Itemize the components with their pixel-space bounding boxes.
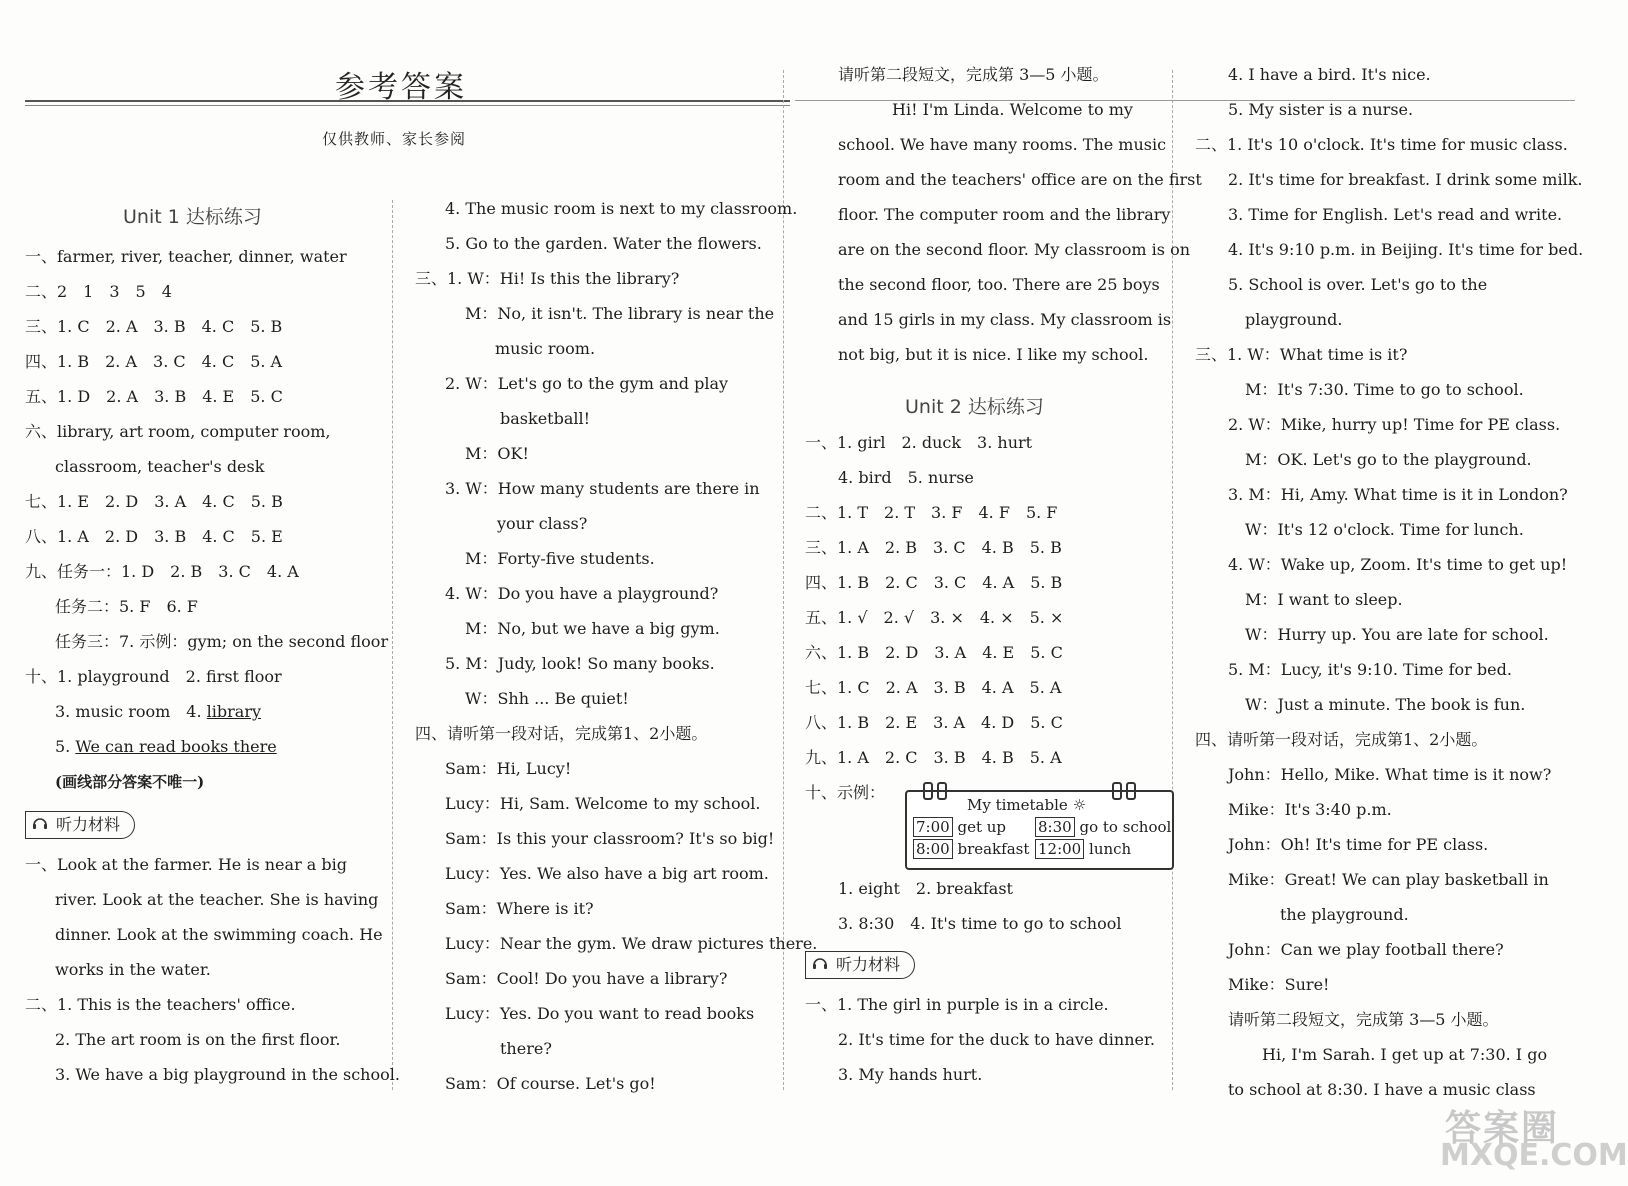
text-line: your class? (497, 514, 588, 533)
text-line: and 15 girls in my class. My classroom is (838, 310, 1172, 329)
page-subtitle: 仅供教师、家长参阅 (322, 130, 467, 148)
text-line: Sam：Of course. Let's go! (445, 1074, 656, 1093)
answer-line: 三、1. A 2. B 3. C 4. B 5. B (805, 538, 1062, 557)
binder-ring (923, 782, 933, 800)
text-line: W：Hurry up. You are late for school. (1245, 625, 1549, 644)
timetable-row (913, 840, 1029, 858)
answer-line: 二、2 1 3 5 4 (25, 282, 172, 301)
timetable-title (967, 796, 1086, 814)
timetable-time: 12:00 (1035, 839, 1084, 859)
text-line: Sam：Where is it? (445, 899, 594, 918)
text-line: M：OK! (465, 444, 529, 463)
binder-ring (937, 782, 947, 800)
text-line: John：Can we play football there? (1228, 940, 1504, 959)
text-line: 请听第二段短文，完成第 3—5 小题。 (1228, 1010, 1499, 1029)
timetable-activity: breakfast (957, 840, 1030, 858)
timetable-time: 8:00 (913, 839, 953, 859)
text-line: 3. W：How many students are there in (445, 479, 760, 498)
answer-line: 三、1. C 2. A 3. B 4. C 5. B (25, 317, 283, 336)
listening-line: dinner. Look at the swimming coach. He (55, 925, 383, 944)
underlined-answer: We can read books there (75, 737, 277, 756)
text-line: playground. (1245, 310, 1343, 329)
text-line: 4. The music room is next to my classroom. (445, 199, 798, 218)
answer-line (55, 701, 261, 723)
text-line: Lucy：Near the gym. We draw pictures there. (445, 934, 818, 953)
answer-line: 1. eight 2. breakfast (838, 879, 1013, 898)
listening-line: 一、1. The girl in purple is in a circle. (805, 995, 1109, 1014)
text-line: W：It's 12 o'clock. Time for lunch. (1245, 520, 1524, 539)
text-line: M：Forty-five students. (465, 549, 655, 568)
answer-line: 二、1. T 2. T 3. F 4. F 5. F (805, 503, 1058, 522)
text-line: M：OK. Let's go to the playground. (1245, 450, 1532, 469)
answer-line: 四、1. B 2. C 3. C 4. A 5. B (805, 573, 1063, 592)
answer-line (55, 736, 277, 758)
text-line: basketball! (500, 409, 591, 428)
timetable-time: 7:00 (913, 817, 953, 837)
text-line: music room. (495, 339, 596, 358)
text-line: 5. My sister is a nurse. (1228, 100, 1414, 119)
listening-line: 2. The art room is on the first floor. (55, 1030, 341, 1049)
timetable-row (1035, 818, 1171, 836)
answer-line: 八、1. B 2. E 3. A 4. D 5. C (805, 713, 1063, 732)
text-line: M：No, but we have a big gym. (465, 619, 720, 638)
listening-line: 3. My hands hurt. (838, 1065, 983, 1084)
text-line: M：No, it isn't. The library is near the (465, 304, 775, 323)
unit2-title: Unit 2 达标练习 (905, 396, 1044, 418)
answer-line: 九、1. A 2. C 3. B 4. B 5. A (805, 748, 1062, 767)
answer-line: 九、任务一：1. D 2. B 3. C 4. A (25, 562, 299, 581)
answer-line: classroom, teacher's desk (55, 457, 265, 476)
text-line: John：Oh! It's time for PE class. (1228, 835, 1489, 854)
listening-line: 3. We have a big playground in the school. (55, 1065, 400, 1084)
text-line: W：Shh ... Be quiet! (465, 689, 629, 708)
answer-line: 任务二：5. F 6. F (55, 597, 198, 616)
text-line: W：Just a minute. The book is fun. (1245, 695, 1526, 714)
timetable-title-text: My timetable (967, 796, 1068, 814)
title-rule-thin (25, 105, 790, 106)
text-line: 请听第二段短文，完成第 3—5 小题。 (838, 65, 1109, 84)
answer-line: 八、1. A 2. D 3. B 4. C 5. E (25, 527, 283, 546)
answer-line: 五、1. √ 2. √ 3. × 4. × 5. × (805, 608, 1064, 627)
text-line: M：It's 7:30. Time to go to school. (1245, 380, 1524, 399)
binder-ring (1126, 782, 1136, 800)
listening-line: 二、1. This is the teachers' office. (25, 995, 296, 1014)
text-line: Mike：Great! We can play basketball in (1228, 870, 1549, 889)
listening-label-text: 听力材料 (836, 955, 901, 974)
answer-line: 一、1. girl 2. duck 3. hurt (805, 433, 1033, 452)
text-line: 2. W：Mike, hurry up! Time for PE class. (1228, 415, 1561, 434)
column-divider (1172, 70, 1173, 1090)
listening-label-text: 听力材料 (56, 815, 121, 834)
text-line: 4. It's 9:10 p.m. in Beijing. It's time for bed. (1228, 240, 1584, 259)
timetable-activity: lunch (1089, 840, 1132, 858)
timetable-row (1035, 840, 1131, 858)
answer-text: 3. music room 4. (55, 702, 202, 721)
text-line: Lucy：Yes. Do you want to read books (445, 1004, 755, 1023)
text-line: 2. It's time for breakfast. I drink some milk. (1228, 170, 1583, 189)
underlined-answer: library (206, 702, 262, 721)
clock-icon: ☼ (1072, 796, 1087, 814)
text-line: school. We have many rooms. The music (838, 135, 1167, 154)
answer-line: 十、1. playground 2. first floor (25, 667, 282, 686)
headphones-icon (32, 815, 48, 831)
answer-line: 十、示例： (805, 783, 886, 802)
text-line: 2. W：Let's go to the gym and play (445, 374, 729, 393)
text-line: there? (500, 1039, 552, 1058)
answer-line: 六、1. B 2. D 3. A 4. E 5. C (805, 643, 1063, 662)
timetable-card (905, 790, 1174, 870)
text-line: 3. Time for English. Let's read and write. (1228, 205, 1563, 224)
text-line: Mike：Sure! (1228, 975, 1330, 994)
page-title: 参考答案 (335, 70, 467, 105)
text-line: Hi! I'm Linda. Welcome to my (892, 100, 1133, 119)
text-line: 三、1. W：What time is it? (1195, 345, 1408, 364)
text-line: floor. The computer room and the library (838, 205, 1171, 224)
timetable-time: 8:30 (1035, 817, 1075, 837)
text-line: Sam：Is this your classroom? It's so big! (445, 829, 775, 848)
listening-line: 2. It's time for the duck to have dinner. (838, 1030, 1155, 1049)
text-line: 四、请听第一段对话，完成第1、2小题。 (415, 724, 708, 743)
listening-material-label (25, 811, 135, 839)
text-line: the second floor, too. There are 25 boys (838, 275, 1160, 294)
text-line: Mike：It's 3:40 p.m. (1228, 800, 1392, 819)
answer-line: 3. 8:30 4. It's time to go to school (838, 914, 1122, 933)
text-line: Sam：Hi, Lucy! (445, 759, 572, 778)
text-line: Hi, I'm Sarah. I get up at 7:30. I go (1262, 1045, 1548, 1064)
text-line: 三、1. W：Hi! Is this the library? (415, 269, 680, 288)
text-line: John：Hello, Mike. What time is it now? (1228, 765, 1552, 784)
listening-line: river. Look at the teacher. She is having (55, 890, 379, 909)
answer-line: 一、farmer, river, teacher, dinner, water (25, 247, 347, 266)
text-line: M：I want to sleep. (1245, 590, 1403, 609)
listening-line: 一、Look at the farmer. He is near a big (25, 855, 348, 874)
answer-line: 4. bird 5. nurse (838, 468, 974, 487)
listening-material-label (805, 951, 915, 979)
answer-line: 六、library, art room, computer room, (25, 422, 331, 441)
unit1-title: Unit 1 达标练习 (123, 206, 262, 228)
timetable-activity: get up (957, 818, 1007, 836)
timetable-activity: go to school (1079, 818, 1172, 836)
text-line: not big, but it is nice. I like my school. (838, 345, 1149, 364)
text-line: 5. School is over. Let's go to the (1228, 275, 1488, 294)
answer-text: 5. (55, 737, 71, 756)
text-line: 4. W：Wake up, Zoom. It's time to get up! (1228, 555, 1568, 574)
binder-ring (1112, 782, 1122, 800)
answer-line: 任务三：7. 示例：gym; on the second floor (55, 632, 389, 651)
title-rule (25, 100, 790, 102)
column-divider (392, 200, 393, 1090)
answer-note: (画线部分答案不唯一) (55, 773, 205, 791)
text-line: to school at 8:30. I have a music class (1228, 1080, 1536, 1099)
text-line: room and the teachers' office are on the first (838, 170, 1202, 189)
answer-line: 七、1. C 2. A 3. B 4. A 5. A (805, 678, 1062, 697)
text-line: Lucy：Hi, Sam. Welcome to my school. (445, 794, 761, 813)
answer-line: 四、1. B 2. A 3. C 4. C 5. A (25, 352, 283, 371)
text-line: 3. M：Hi, Amy. What time is it in London? (1228, 485, 1568, 504)
text-line: 二、1. It's 10 o'clock. It's time for music class. (1195, 135, 1568, 154)
text-line: 5. M：Lucy, it's 9:10. Time for bed. (1228, 660, 1512, 679)
text-line: Sam：Cool! Do you have a library? (445, 969, 728, 988)
text-line: 4. W：Do you have a playground? (445, 584, 719, 603)
text-line: 4. I have a bird. It's nice. (1228, 65, 1431, 84)
text-line: 5. M：Judy, look! So many books. (445, 654, 715, 673)
site-watermark: 答案圈 (1445, 1108, 1560, 1149)
text-line: the playground. (1280, 905, 1409, 924)
text-line: 5. Go to the garden. Water the flowers. (445, 234, 762, 253)
text-line: are on the second floor. My classroom is on (838, 240, 1191, 259)
listening-line: works in the water. (55, 960, 211, 979)
site-watermark-url: MXQE.COM (1440, 1138, 1628, 1173)
timetable-row (913, 818, 1006, 836)
text-line: 四、请听第一段对话，完成第1、2小题。 (1195, 730, 1488, 749)
answer-line: 七、1. E 2. D 3. A 4. C 5. B (25, 492, 283, 511)
answer-line: 五、1. D 2. A 3. B 4. E 5. C (25, 387, 283, 406)
headphones-icon (812, 955, 828, 971)
text-line: Lucy：Yes. We also have a big art room. (445, 864, 769, 883)
